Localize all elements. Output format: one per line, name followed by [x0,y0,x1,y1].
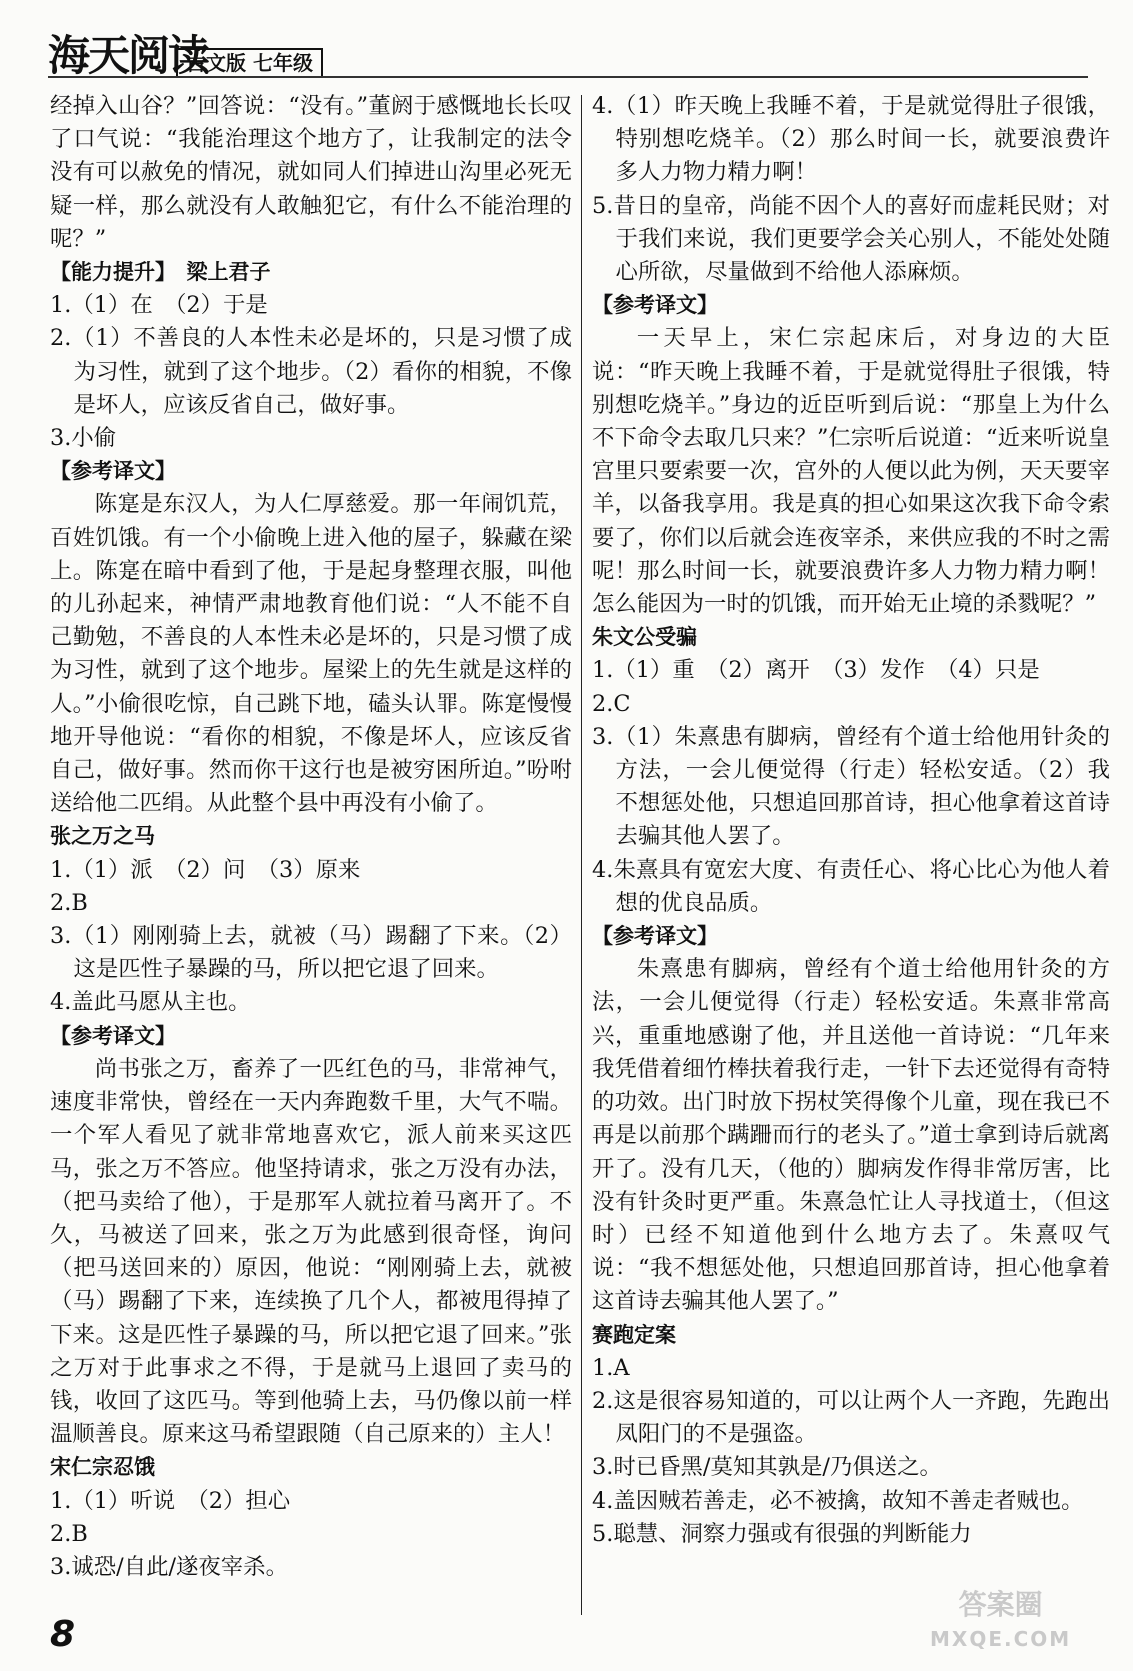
watermark [930,1588,1071,1656]
answer-item: 4.盖因贼若善走，必不被擒，故知不善走者贼也。 [592,1487,1084,1514]
translation-paragraph: 朱熹患有脚病，曾经有个道士给他用针灸的方法，一会儿便觉得（行走）轻松安适。朱熹非常高兴，重重地感谢了他，并且送他一首诗说：“几年来我凭借着细竹棒扶着我行走，一针下去还觉得有奇特的功效。出门时放下拐杖笑得像个儿童，现在我已不再是以前那个蹒跚而行的老头了。”道士拿到诗后就离开了。没有几天，（他的）脚病发作得非常厉害，比没有针灸时更严重。朱熹急忙让人寻找道士，（但这时）已经不知道他到什么地方去了。朱熹叹气说：“我不想惩处他，只想追回那首诗，担心他拿着这首诗去骗其他人罢了。” [592,956,1110,1315]
header-rule [48,76,1088,78]
section-heading: 宋仁宗忍饿 [50,1455,155,1480]
answer-item: 4.盖此马愿从主也。 [50,989,251,1016]
answer-item: 1.A [592,1354,630,1381]
translation-paragraph: 经掉入山谷？”回答说：“没有。”董阏于感慨地长长叹了口气说：“我能治理这个地方了，让我制定的法令没有可以赦免的情况，就如同人们掉进山沟里必死无疑一样，那么就没有人敢触犯它，有什么不能治理的呢？” [50,93,572,252]
section-heading: 【参考译文】 [50,1023,176,1048]
answer-item: 1.（1）在 （2）于是 [50,292,268,319]
answer-item: 3.（1）刚刚骑上去，就被（马）踢翻了下来。（2）这是匹性子暴躁的马，所以把它退了回来。 [50,923,572,983]
column-divider [581,95,582,1615]
section-heading: 【参考译文】 [50,459,176,484]
answer-item: 4.（1）昨天晚上我睡不着，于是就觉得肚子很饿，特别想吃烧羊。（2）那么时间一长，就要浪费许多人力物力精力啊！ [592,93,1110,186]
section-heading: 【能力提升】 梁上君子 [50,260,271,285]
answer-item: 4.朱熹具有宽宏大度、有责任心、将心比心为他人着想的优良品质。 [592,856,1110,916]
answer-item: 3.（1）朱熹患有脚病，曾经有个道士给他用针灸的方法，一会儿便觉得（行走）轻松安适。（2）我不想惩处他，只想追回那首诗，担心他拿着这首诗去骗其他人罢了。 [592,723,1110,850]
section-heading: 【参考译文】 [592,924,718,949]
answer-item: 1.（1）重 （2）离开 （3）发作 （4）只是 [592,657,1040,684]
page-header [48,30,1088,82]
watermark-url: MXQE.COM [930,1627,1072,1651]
left-column [50,90,572,1584]
right-column [592,90,1110,1551]
answer-item: 1.（1）听说 （2）担心 [50,1487,291,1514]
answer-item: 2.C [592,690,631,717]
section-heading: 朱文公受骗 [592,625,697,650]
answer-item: 3.小偷 [50,425,117,452]
watermark-text: 答案圈 [958,1588,1043,1621]
page-number: 8 [50,1614,76,1655]
series-logo: 海天阅读 [48,31,209,80]
section-heading: 【参考译文】 [592,293,718,318]
edition-label: 古文版 七年级 [176,48,323,78]
section-heading: 张之万之马 [50,824,155,849]
answer-item: 2.（1）不善良的人本性未必是坏的，只是习惯了成为习性，就到了这个地步。（2）看你的相貌，不像是坏人，应该反省自己，做好事。 [50,325,572,418]
answer-item: 2.B [50,1520,88,1547]
translation-paragraph: 一天早上，宋仁宗起床后，对身边的大臣说：“昨天晚上我睡不着，于是就觉得肚子很饿，特别想吃烧羊。”身边的近臣听到后说：“那皇上为什么不下命令去取几只来？”仁宗听后说道：“近来听说皇宫里只要索要一次，宫外的人便以此为例，天天要宰羊，以备我享用。我是真的担心如果这次我下命令索要了，你们以后就会连夜宰杀，来供应我的不时之需呢！那么时间一长，就要浪费许多人力物力精力啊！怎么能因为一时的饥饿，而开始无止境的杀戮呢？” [592,325,1110,618]
answer-item: 5.昔日的皇帝，尚能不因个人的喜好而虚耗民财；对于我们来说，我们更要学会关心别人，不能处处随心所欲，尽量做到不给他人添麻烦。 [592,192,1110,286]
answer-item: 3.诚恐/自此/遂夜宰杀。 [50,1553,288,1580]
answer-item: 2.B [50,889,88,916]
answer-item: 5.聪慧、洞察力强或有很强的判断能力 [592,1520,972,1547]
translation-paragraph: 尚书张之万，畜养了一匹红色的马，非常神气，速度非常快，曾经在一天内奔跑数千里，大气不喘。一个军人看见了就非常地喜欢它，派人前来买这匹马，张之万不答应。他坚持请求，张之万没有办法，（把马卖给了他），于是那军人就拉着马离开了。不久，马被送了回来，张之万为此感到很奇怪，询问（把马送回来的）原因，他说：“刚刚骑上去，就被（马）踢翻了下来，连续换了几个人，都被甩得掉了下来。这是匹性子暴躁的马，所以把它退了回来。”张之万对于此事求之不得，于是就马上退回了卖马的钱，收回了这匹马。等到他骑上去，马仍像以前一样温顺善良。原来这马希望跟随（自己原来的）主人！ [50,1055,572,1448]
translation-paragraph: 陈寔是东汉人，为人仁厚慈爱。那一年闹饥荒，百姓饥饿。有一个小偷晚上进入他的屋子，躲藏在梁上。陈寔在暗中看到了他，于是起身整理衣服，叫他的儿孙起来，神情严肃地教育他们说：“人不能不自己勤勉，不善良的人本性未必是坏的，只是习惯了成为习性，就到了这个地步。屋梁上的先生就是这样的人。”小偷很吃惊，自己跳下地，磕头认罪。陈寔慢慢地开导他说：“看你的相貌，不像是坏人，应该反省自己，做好事。然而你干这行也是被穷困所迫。”吩咐送给他二匹绢。从此整个县中再没有小偷了。 [50,491,572,817]
answer-item: 2.这是很容易知道的，可以让两个人一齐跑，先跑出凤阳门的不是强盗。 [592,1387,1110,1448]
answer-item: 3.时已昏黑/莫知其孰是/乃俱送之。 [592,1454,942,1481]
answer-item: 1.（1）派 （2）问 （3）原来 [50,856,361,883]
section-heading: 赛跑定案 [592,1322,676,1347]
